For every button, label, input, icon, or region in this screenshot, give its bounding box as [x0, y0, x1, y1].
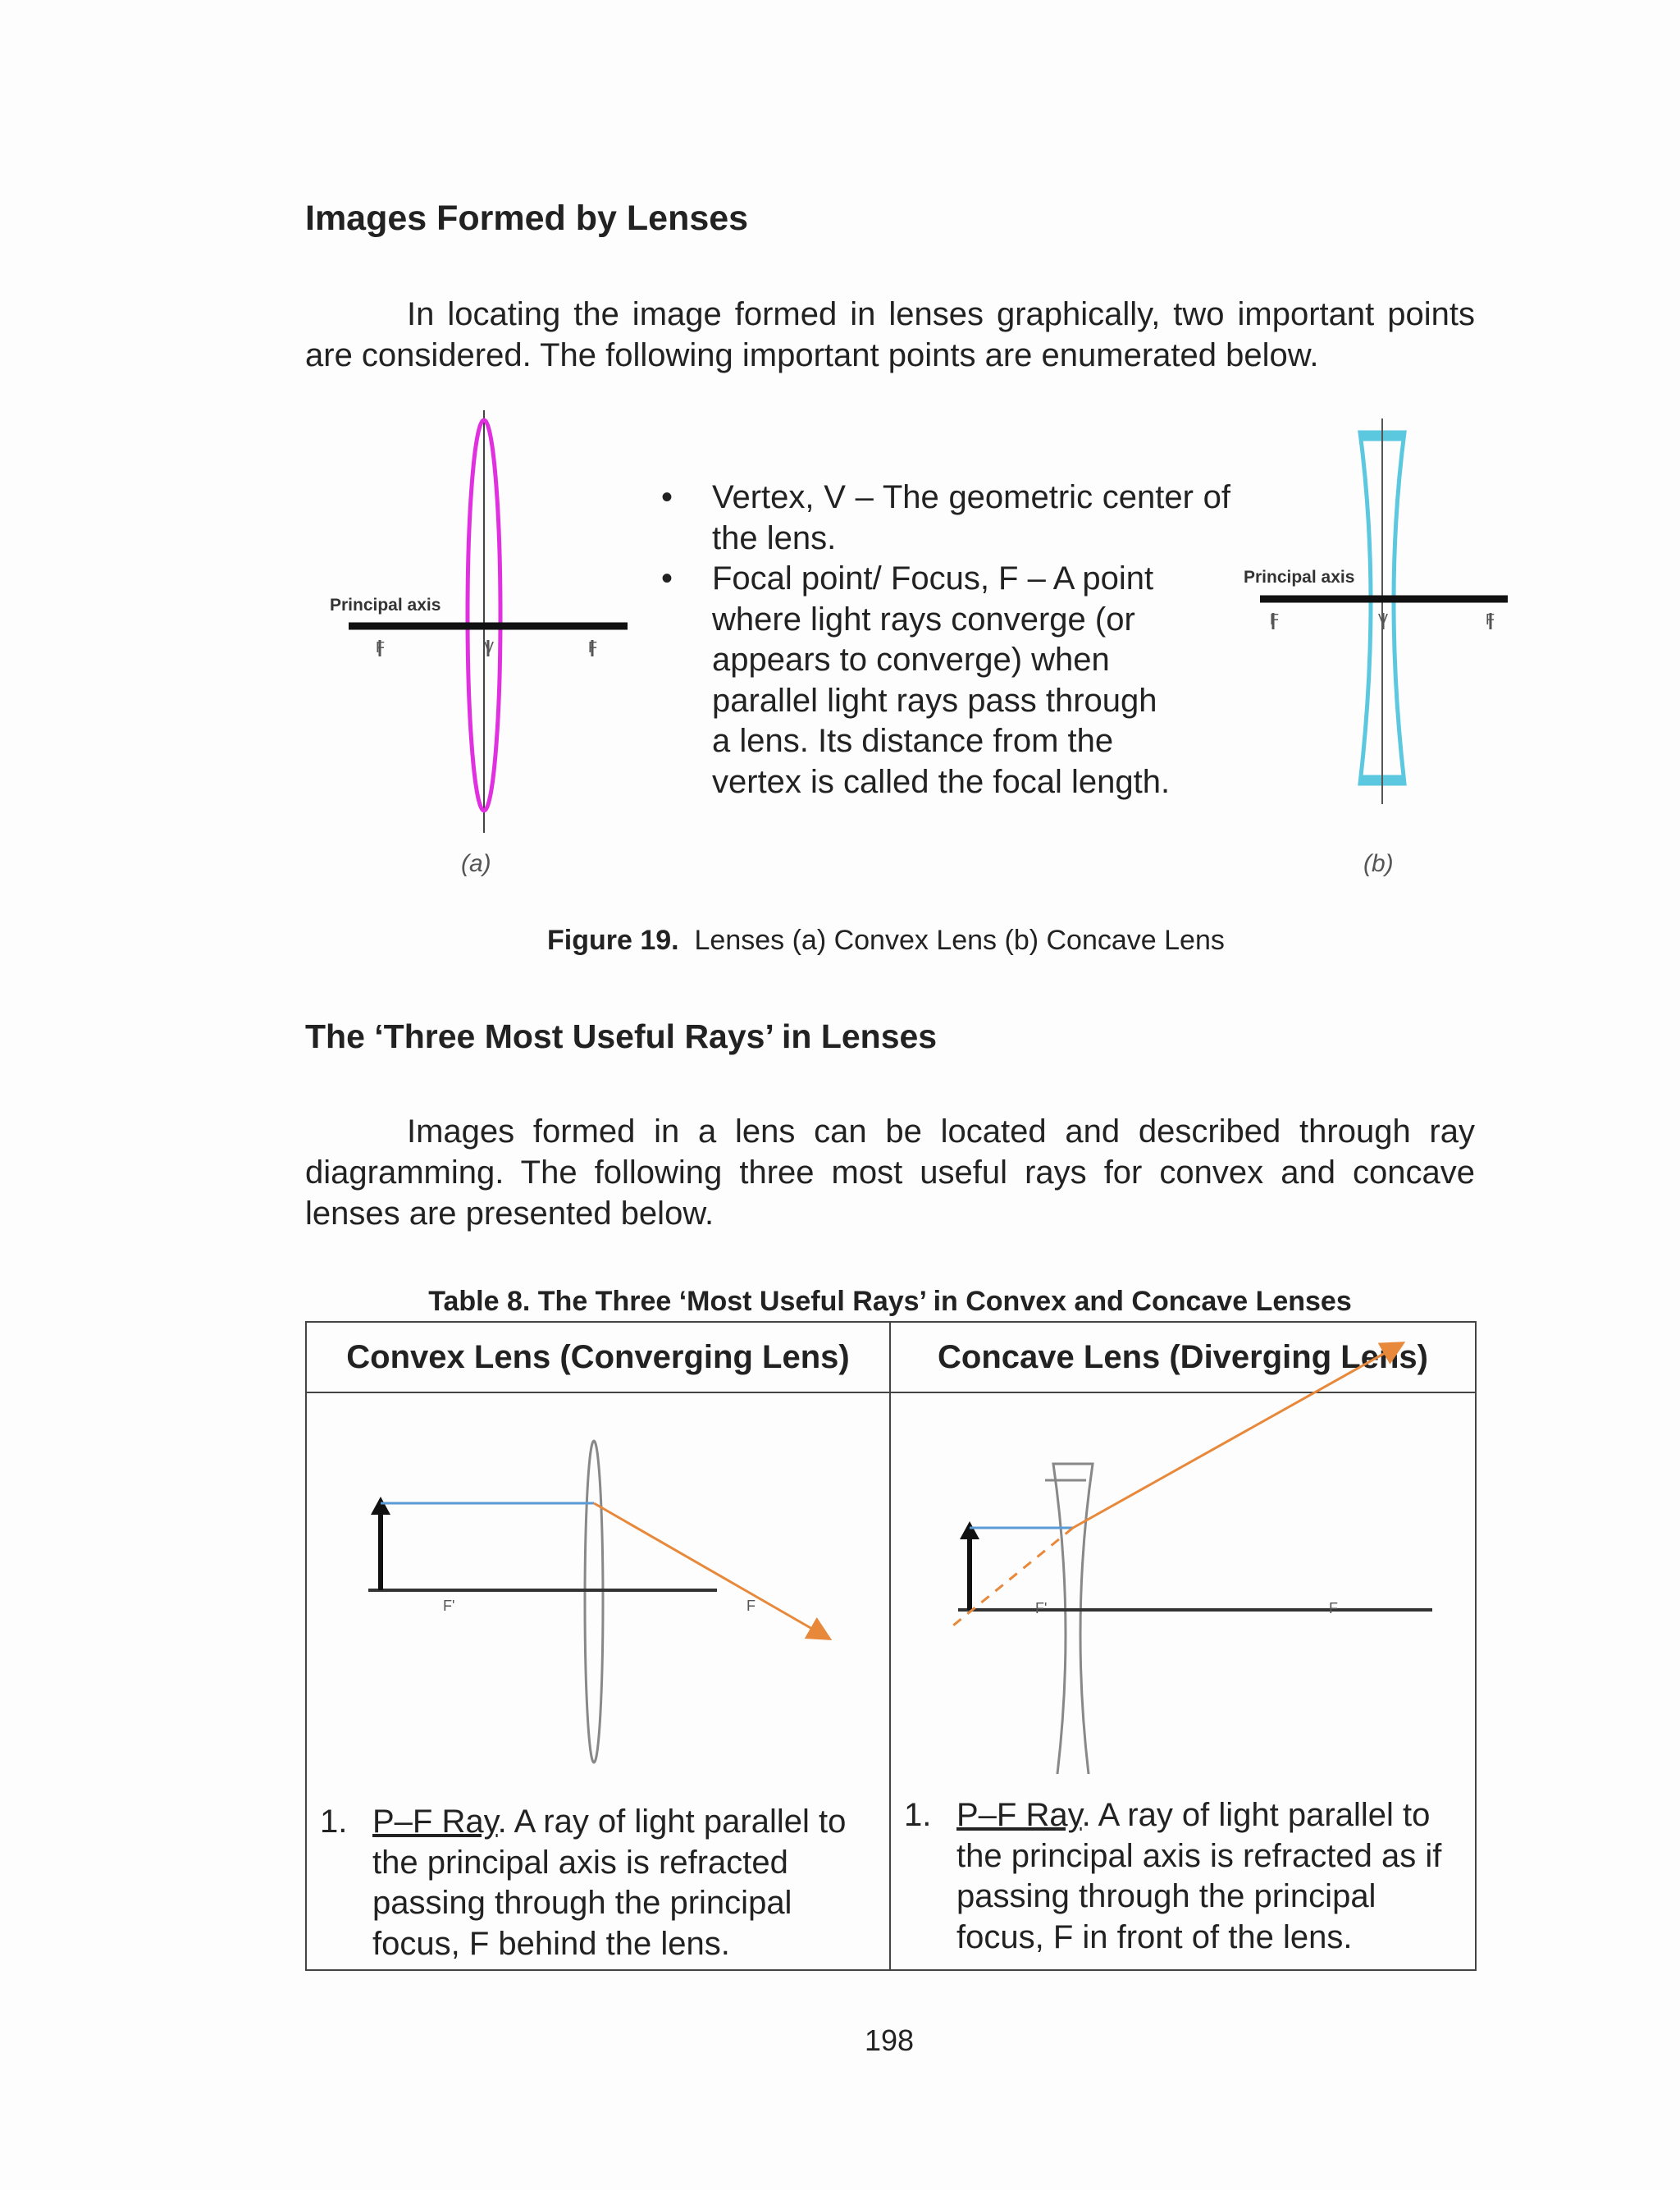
panel-label-b: (b): [1363, 850, 1394, 877]
panel-label-a: (a): [461, 850, 491, 877]
focal-point-label-left-b: F: [1270, 611, 1279, 628]
ray-diagram-intro: Images formed in a lens can be located and described through ray diagramming. The following three most useful rays for convex and concave lenses are presented below.: [305, 1113, 1475, 1232]
bullet-vertex-text: Vertex, V – The geometric center of the lens.: [712, 479, 1230, 556]
principal-axis-label-a: Principal axis: [330, 596, 441, 615]
page-number: 198: [864, 2023, 915, 2057]
lens-points-list: [661, 478, 1230, 802]
pf-ray-term: P–F Ray: [372, 1804, 498, 1840]
table-title: Table 8. The Three ‘Most Useful Rays’ in Convex and Concave Lenses: [428, 1286, 1352, 1317]
virtual-ray-extension: [948, 1528, 1073, 1636]
section-heading-three-rays: The ‘Three Most Useful Rays’ in Lenses: [305, 1017, 938, 1055]
diverging-refracted-ray: [1073, 1344, 1401, 1528]
bullet-focal-point-text: Focal point/ Focus, F – A point where light rays converge (or appears to converge) when parallel light rays pass through a lens. Its distance from the vertex is called the focal length.: [712, 560, 1171, 800]
list-number: 1.: [904, 1797, 932, 1833]
vertex-label-b: V: [1378, 611, 1389, 628]
column-divider: [889, 1323, 891, 1969]
f-prime-label-concave: F': [1035, 1600, 1048, 1616]
f-label-convex: F: [746, 1598, 756, 1614]
focal-point-label-right-a: F: [588, 639, 597, 656]
convex-lens-figure: [312, 406, 640, 841]
bullet-focal-point: [661, 559, 1171, 802]
figure-caption-label: Figure 19.: [547, 925, 679, 956]
bullet-vertex: [661, 478, 1230, 559]
column-header-convex: Convex Lens (Converging Lens): [346, 1339, 850, 1375]
convex-lens-outline: [585, 1441, 603, 1763]
principal-axis-label-b: Principal axis: [1244, 568, 1355, 587]
most-useful-rays-table: [305, 1321, 1477, 1971]
concave-lens-outline: [1053, 1464, 1093, 1774]
intro-paragraph: In locating the image formed in lenses graphically, two important points are considered. The following important points are enumerated below.: [305, 296, 1475, 373]
list-number: 1.: [320, 1804, 348, 1840]
concave-pf-ray-text: [956, 1795, 1470, 1958]
figure-caption: [547, 925, 1225, 957]
focal-point-label-right-b: F: [1486, 611, 1495, 628]
pf-ray-term: P–F Ray: [956, 1797, 1082, 1833]
concave-pf-ray-diagram: [948, 1339, 1457, 1774]
bullet-marker: •: [661, 560, 673, 597]
vertex-label-a: V: [484, 639, 495, 656]
convex-pf-ray-text: [372, 1802, 870, 1964]
concave-pf-ray-description: [904, 1795, 1470, 1959]
pf-ray-explanation: . A ray of light parallel to the principal axis is refracted as if passing through the principal focus, F in front of the lens.: [956, 1797, 1442, 1955]
convex-pf-ray-diagram: [356, 1421, 848, 1782]
bullet-marker: •: [661, 479, 673, 515]
refracted-ray: [594, 1503, 828, 1638]
figure-caption-text: Lenses (a) Convex Lens (b) Concave Lens: [694, 925, 1225, 956]
section-heading-images-formed: Images Formed by Lenses: [305, 199, 749, 238]
focal-point-label-left-a: F: [376, 639, 385, 656]
pf-ray-explanation: . A ray of light parallel to the principal axis is refracted passing through the principal focus, F behind the lens.: [372, 1804, 847, 1962]
convex-pf-ray-description: [320, 1802, 870, 1966]
f-prime-label-convex: F': [443, 1598, 455, 1614]
column-header-concave: Concave Lens (Diverging Lens): [938, 1339, 1428, 1375]
f-label-concave: F: [1329, 1600, 1338, 1616]
